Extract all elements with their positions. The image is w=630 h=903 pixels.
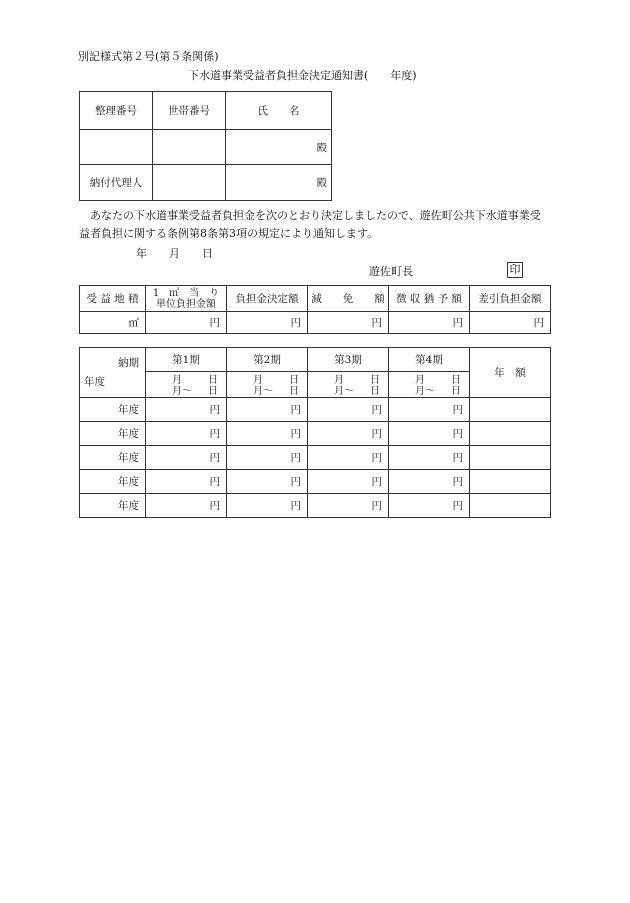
row-nendo: 年度: [80, 422, 146, 446]
corner-nendo: 年度: [84, 375, 105, 388]
period-1: 第1期: [146, 348, 227, 372]
dono-suffix-1: 殿: [226, 130, 332, 165]
row-yen: 円: [308, 446, 389, 470]
period-4: 第4期: [389, 348, 470, 372]
yen-reduction: 円: [308, 312, 389, 334]
info-table: [79, 91, 332, 201]
row-annual: [470, 494, 551, 518]
p3-day2: 日: [370, 385, 380, 397]
setai-bango-value: [153, 130, 226, 165]
header-shimei: 氏 名: [226, 92, 332, 130]
amount-table: [79, 285, 551, 334]
row-annual: [470, 422, 551, 446]
table-row: [80, 494, 551, 518]
row-annual: [470, 398, 551, 422]
p1-day: 日: [208, 374, 218, 386]
table-row: [80, 422, 551, 446]
header-setai-bango: 世帯番号: [153, 92, 226, 130]
yen-decided: 円: [227, 312, 308, 334]
p1-tilde: 月～: [172, 385, 192, 397]
header-unit-price: [146, 286, 227, 312]
agent-setai-value: [153, 165, 226, 201]
row-yen: 円: [389, 422, 470, 446]
yen-net: 円: [470, 312, 551, 334]
p4-tilde: 月～: [415, 385, 435, 397]
p4-month: 月: [415, 374, 425, 386]
p4-day: 日: [451, 374, 461, 386]
p3-day: 日: [370, 374, 380, 386]
p2-tilde: 月～: [253, 385, 273, 397]
p1-day2: 日: [208, 385, 218, 397]
row-yen: 円: [308, 470, 389, 494]
p2-day2: 日: [289, 385, 299, 397]
period-1-dates: [146, 372, 227, 398]
period-2-dates: [227, 372, 308, 398]
form-label: 別記様式第２号(第５条関係): [78, 50, 219, 63]
unit-price-bottom: 単位負担金額: [156, 298, 216, 310]
row-yen: 円: [146, 422, 227, 446]
header-decided: 負担金決定額: [227, 286, 308, 312]
unit-price-top: 1 ㎡ 当 り: [152, 287, 220, 299]
period-3: 第3期: [308, 348, 389, 372]
row-yen: 円: [389, 446, 470, 470]
agent-label: 納付代理人: [80, 165, 153, 201]
row-yen: 円: [389, 494, 470, 518]
date-line: 年 月 日: [136, 247, 213, 260]
period-2: 第2期: [227, 348, 308, 372]
period-4-dates: [389, 372, 470, 398]
row-yen: 円: [227, 470, 308, 494]
header-seiri-bango: 整理番号: [80, 92, 153, 130]
row-nendo: 年度: [80, 446, 146, 470]
table-row: [80, 470, 551, 494]
issuer-name: 遊佐町長: [369, 265, 413, 278]
row-yen: 円: [389, 398, 470, 422]
row-nendo: 年度: [80, 398, 146, 422]
schedule-table: [79, 347, 551, 518]
corner-noki: 納期: [118, 356, 139, 369]
seal-mark: 印: [507, 262, 523, 278]
row-yen: 円: [227, 446, 308, 470]
row-yen: 円: [227, 398, 308, 422]
row-yen: 円: [146, 446, 227, 470]
header-net: 差引負担金額: [470, 286, 551, 312]
p3-month: 月: [334, 374, 344, 386]
row-yen: 円: [146, 398, 227, 422]
header-reduction: 減 免 額: [308, 286, 389, 312]
yen-unit-price: 円: [146, 312, 227, 334]
row-yen: 円: [308, 494, 389, 518]
corner-cell: [80, 348, 146, 398]
p3-tilde: 月～: [334, 385, 354, 397]
row-yen: 円: [227, 422, 308, 446]
header-deferral: 徴 収 猶 予 額: [389, 286, 470, 312]
p1-month: 月: [172, 374, 182, 386]
row-yen: 円: [389, 470, 470, 494]
row-yen: 円: [227, 494, 308, 518]
row-yen: 円: [308, 398, 389, 422]
header-area: 受 益 地 積: [80, 286, 146, 312]
period-3-dates: [308, 372, 389, 398]
dono-suffix-2: 殿: [226, 165, 332, 201]
notice-paragraph: あなたの下水道事業受益者負担金を次のとおり決定しましたので、遊佐町公共下水道事業受益者負担に関する条例第8条第3項の規定により通知します。: [79, 209, 541, 240]
row-yen: 円: [146, 470, 227, 494]
p4-day2: 日: [451, 385, 461, 397]
document-title: 下水道事業受益者負担金決定通知書( 年度): [188, 69, 417, 82]
p2-month: 月: [253, 374, 263, 386]
table-row: [80, 398, 551, 422]
p2-day: 日: [289, 374, 299, 386]
table-row: [80, 446, 551, 470]
annual-header: 年 額: [470, 348, 551, 398]
area-unit: ㎡: [80, 312, 146, 334]
row-yen: 円: [308, 422, 389, 446]
row-annual: [470, 446, 551, 470]
row-nendo: 年度: [80, 470, 146, 494]
seiri-bango-value: [80, 130, 153, 165]
row-annual: [470, 470, 551, 494]
row-nendo: 年度: [80, 494, 146, 518]
row-yen: 円: [146, 494, 227, 518]
yen-deferral: 円: [389, 312, 470, 334]
